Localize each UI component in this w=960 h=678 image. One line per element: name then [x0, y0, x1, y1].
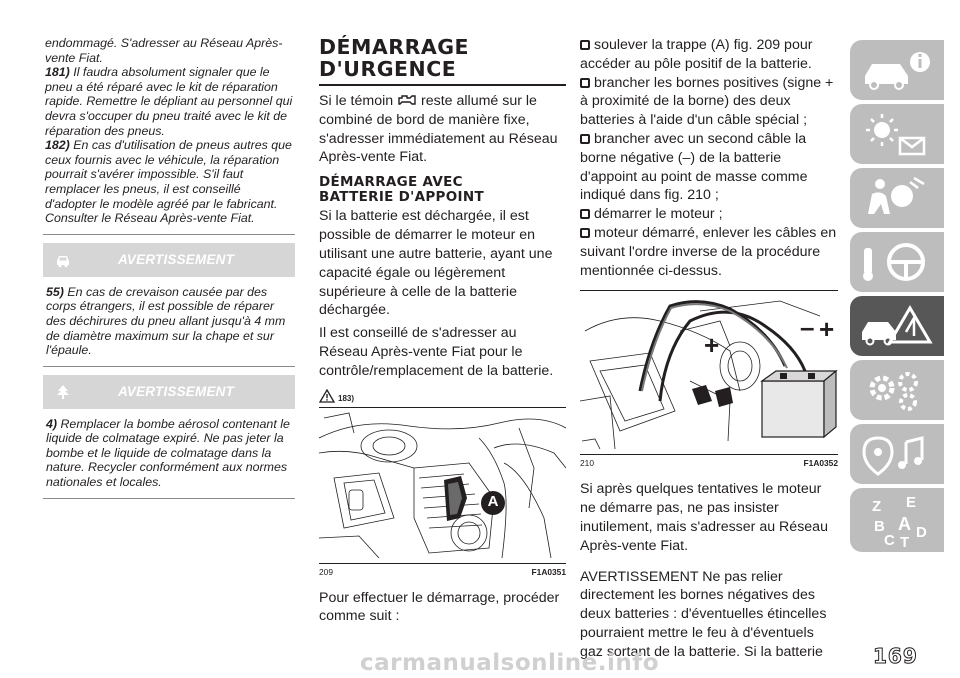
- figure-minus-sign: –: [800, 312, 815, 343]
- bullet-text: moteur démarré, enlever les câbles en suivant l'ordre inverse de la procédure mentionnée ci-dessus.: [580, 224, 837, 279]
- paragraph-warning-light-end: reste allumé sur le combiné de bord de manière fixe, s'adresser immédiatement au Réseau Après-vente Fiat.: [319, 93, 558, 166]
- figure-209-id: F1A0351: [531, 566, 566, 577]
- figure-209: [319, 407, 566, 577]
- reference-number: 183): [338, 393, 355, 403]
- bullet-text: brancher les bornes positives (signe + à proximité de la borne) des deux batteries à l'aide d'un câble spécial ;: [580, 74, 834, 129]
- warning-header-2: [43, 375, 295, 409]
- emergency-icon: [850, 296, 944, 356]
- airbag-icon: [850, 168, 944, 228]
- bullet-icon: [580, 134, 590, 144]
- warning-text-1: En cas de crevaison causée par des corps étrangers, il est possible de réparer des déchirures du pneu allant jusqu'à 4 mm de diamètre maximum sur la chape et sur l'épaule.: [46, 284, 286, 358]
- index-letter: Z: [872, 498, 882, 515]
- subsection-title: [319, 175, 566, 204]
- figure-209-caption: [319, 567, 566, 577]
- notes-block: [43, 36, 295, 235]
- section-title: [319, 36, 566, 80]
- index-letter: C: [884, 532, 895, 549]
- bullet-item: [580, 205, 838, 224]
- steering-icon: [850, 232, 944, 292]
- warning-text-2: Remplacer la bombe aérosol contenant le liquide de colmatage expiré. Ne pas jeter la bombe et le liquide de colmatage dans la nature. Recycler conformément aux normes nationales et locales.: [46, 416, 290, 490]
- bullet-item: [580, 224, 838, 280]
- figure-210: [580, 290, 838, 468]
- multimedia-icon: [850, 424, 944, 484]
- bullet-text: soulever la trappe (A) fig. 209 pour accéder au pôle positif de la batterie.: [580, 37, 813, 72]
- index-letter: E: [906, 494, 917, 511]
- title-rule: [319, 84, 566, 86]
- figure-plus-sign: +: [819, 314, 835, 345]
- figure-callout-a: A: [487, 492, 499, 510]
- bullet-item: [580, 74, 838, 130]
- paragraph-failure: Si après quelques tentatives le moteur ne démarre pas, ne pas insister inutilement, mais s'adresser au Réseau Après-vente Fiat.: [580, 481, 828, 554]
- warning-number-2: 4): [46, 416, 58, 431]
- tab-car-info[interactable]: [850, 40, 944, 100]
- section-title-line-1: DÉMARRAGE: [319, 35, 470, 59]
- bullet-item: [580, 36, 838, 74]
- car-info-icon: [850, 40, 944, 100]
- warning-header-1: [43, 243, 295, 277]
- subsection-title-line-1: DÉMARRAGE AVEC: [319, 174, 463, 191]
- note-182: [45, 138, 293, 226]
- warning-title-1: AVERTISSEMENT: [117, 251, 235, 267]
- note-181: [45, 65, 293, 138]
- paragraph-advice: Il est conseillé de s'adresser au Réseau Après-vente Fiat pour le contrôle/remplacement de la batterie.: [319, 325, 554, 379]
- warning-box-1: [43, 243, 295, 367]
- bullet-icon: [580, 78, 590, 88]
- index-letter: A: [898, 514, 911, 534]
- bullet-text: brancher avec un second câble la borne négative (–) de la batterie d'appoint au point de masse comme indiqué dans fig. 210 ;: [580, 130, 808, 204]
- bullet-icon: [580, 209, 590, 219]
- tab-multimedia[interactable]: [850, 424, 944, 484]
- maintenance-icon: [850, 360, 944, 420]
- paragraph-warning-light: [319, 92, 566, 167]
- paragraph-warning-light-start: Si le témoin: [319, 93, 394, 109]
- figure-209-bottom-rule: [319, 563, 566, 564]
- tab-emergency[interactable]: [850, 296, 944, 356]
- figure-209-number: 209: [319, 566, 333, 577]
- page-number: 169: [873, 644, 918, 668]
- subsection-title-line-2: BATTERIE D'APPOINT: [319, 188, 484, 205]
- watermark: carmanualsonline.info: [360, 650, 660, 676]
- tab-maintenance[interactable]: [850, 360, 944, 420]
- bullet-item: [580, 130, 838, 205]
- paragraph-caution: AVERTISSEMENT Ne pas relier directement les bornes négatives des deux batteries : d'éventuelles étincelles pourraient mettre le feu à d'éventuels gaz sortant de la batterie. Si la batterie: [580, 568, 827, 660]
- warning-title-2: AVERTISSEMENT: [117, 383, 235, 399]
- index-letter: T: [900, 534, 910, 551]
- middle-column: [319, 36, 566, 626]
- index-letter: B: [874, 518, 885, 535]
- warning-box-2: [43, 375, 295, 499]
- bullet-icon: [580, 228, 590, 238]
- note-181-number: 181): [45, 65, 70, 80]
- index-letters: [872, 494, 927, 551]
- engine-bay-illustration: [319, 408, 566, 558]
- tab-index[interactable]: [850, 488, 944, 552]
- tab-warning-lights[interactable]: [850, 104, 944, 164]
- intro-text: endommagé. S'adresser au Réseau Après-vente Fiat.: [45, 36, 283, 65]
- right-column: [580, 36, 838, 662]
- warning-lights-icon: [850, 104, 944, 164]
- figure-210-bottom-rule: [580, 454, 838, 455]
- note-181-text: Il faudra absolument signaler que le pneu a été réparé avec le kit de réparation rapide. Remettre le dépliant au personnel qui devra s'occuper du pneu traité avec le kit de réparation des pneus.: [45, 65, 293, 138]
- tab-steering[interactable]: [850, 232, 944, 292]
- warning-body-2: [43, 409, 295, 499]
- warning-number-1: 55): [46, 284, 64, 299]
- figure-210-caption: [580, 458, 838, 468]
- note-182-number: 182): [45, 138, 70, 153]
- bullet-text: démarrer le moteur ;: [594, 206, 723, 223]
- paragraph-procedure: Pour effectuer le démarrage, procéder comme suit :: [319, 589, 560, 625]
- note-182-text: En cas d'utilisation de pneus autres que ceux fournis avec le véhicule, la réparation pourrait s'avérer impossible. S'il faut remplacer les pneus, il est conseillé d'adopter le modèle agréé par le fabricant. Consulter le Réseau Après-vente Fiat.: [45, 138, 292, 226]
- index-letter: D: [916, 524, 927, 541]
- figure-plus-sign-left: +: [704, 330, 720, 361]
- reference-marker: [319, 385, 566, 403]
- warning-triangle-icon: [319, 389, 335, 403]
- left-column: [43, 36, 295, 499]
- bullet-icon: [580, 40, 590, 50]
- figure-210-number: 210: [580, 458, 594, 469]
- engine-warning-icon: [397, 93, 417, 107]
- warning-body-1: [43, 277, 295, 367]
- tab-airbag[interactable]: [850, 168, 944, 228]
- paragraph-battery: Si la batterie est déchargée, il est possible de démarrer le moteur en utilisant une autre batterie, ayant une capacité égale ou légèrement supérieure à celle de la batterie déchargée.: [319, 208, 553, 319]
- figure-210-id: F1A0352: [803, 458, 838, 469]
- section-title-line-2: D'URGENCE: [319, 57, 457, 81]
